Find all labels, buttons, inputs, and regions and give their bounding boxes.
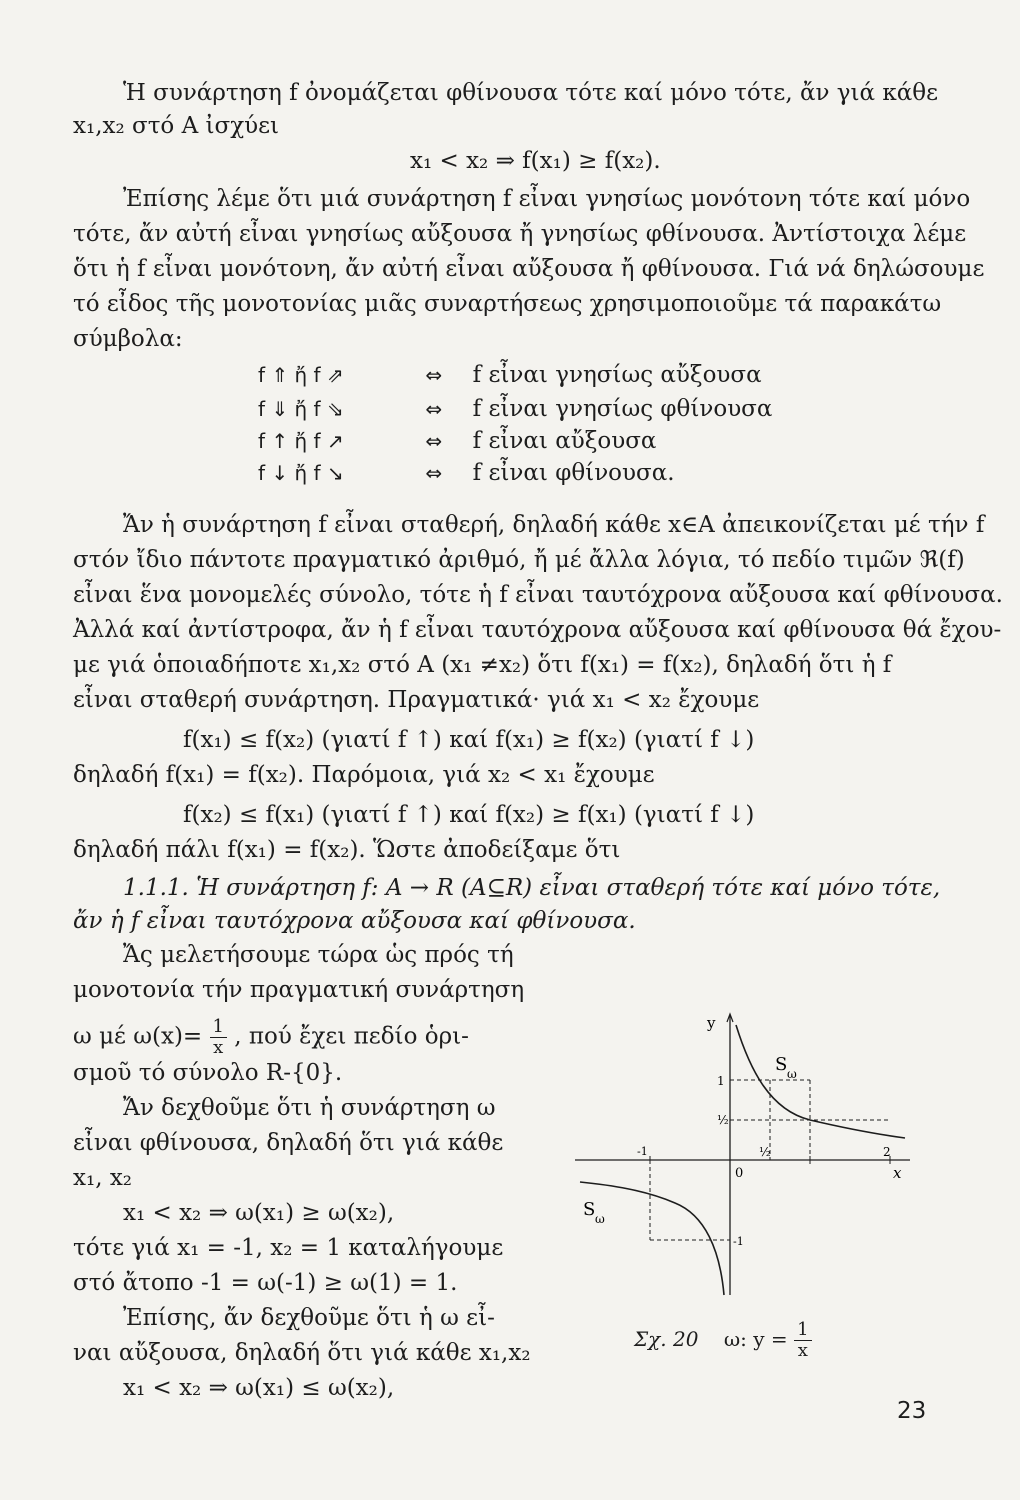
iff-symbol: ⇔	[425, 397, 443, 421]
text-line: Ἐπίσης λέμε ὅτι μιά συνάρτηση f εἶναι γνησίως μονότονη τότε καί μόνο	[123, 186, 971, 212]
iff-symbol: ⇔	[425, 461, 443, 485]
symbol-meaning: f εἶναι γνησίως φθίνουσα	[472, 396, 773, 422]
page-number: 23	[897, 1398, 927, 1424]
symbol-meaning: f εἶναι αὔξουσα	[472, 428, 657, 454]
text-line: εἶναι ἕνα μονομελές σύνολο, τότε ἡ f εἶναι ταυτόχρονα αὔξουσα καί φθίνουσα.	[73, 582, 1003, 608]
math-line: x₁ < x₂ ⇒ ω(x₁) ≤ ω(x₂),	[123, 1375, 395, 1401]
math-line: f(x₂) ≤ f(x₁) (γιατί f ↑) καί f(x₂) ≥ f(x₁) (γιατί f ↓)	[183, 802, 755, 828]
caption-prefix: Σχ. 20	[634, 1326, 699, 1351]
y-axis-label: y	[707, 1014, 716, 1032]
math-line: x₁ < x₂ ⇒ ω(x₁) ≥ ω(x₂),	[123, 1200, 395, 1226]
symbol-left: f ↓ ἤ f ↘	[258, 461, 344, 485]
curve-label-sub: ω	[787, 1067, 797, 1081]
fraction	[210, 1017, 227, 1058]
caption-denominator: x	[797, 1339, 808, 1361]
caption-numerator: 1	[794, 1320, 811, 1341]
text-line: δηλαδή f(x₁) = f(x₂). Παρόμοια, γιά x₂ < x₁ ἔχουμε	[73, 762, 655, 788]
text-line: Ἀλλά καί ἀντίστροφα, ἄν ἡ f εἶναι ταυτόχρονα αὔξουσα καί φθίνουσα θά ἔχου-	[73, 617, 1002, 643]
symbol-left: f ↑ ἤ f ↗	[258, 429, 344, 453]
text-line: τότε γιά x₁ = -1, x₂ = 1 καταλήγουμε	[73, 1235, 504, 1261]
symbol-meaning: f εἶναι γνησίως αὔξουσα	[472, 362, 762, 388]
text-line: Ἄς μελετήσουμε τώρα ὡς πρός τή	[123, 942, 514, 968]
curve-positive-branch	[736, 1025, 905, 1138]
symbol-row	[258, 396, 772, 424]
caption-text: ω: y =	[723, 1326, 788, 1351]
math-line: f(x₁) ≤ f(x₂) (γιατί f ↑) καί f(x₁) ≥ f(x₂) (γιατί f ↓)	[183, 727, 755, 753]
formula-line	[73, 1017, 469, 1058]
text-line: τό εἶδος τῆς μονοτονίας μιᾶς συναρτήσεως χρησιμοποιοῦμε τά παρακάτω	[73, 291, 942, 317]
tick-label-y-half: ½	[717, 1113, 729, 1127]
text-line: εἶναι σταθερή συνάρτηση. Πραγματικά· γιά x₁ < x₂ ἔχουμε	[73, 687, 760, 713]
curve-label-bottom: S	[583, 1199, 596, 1220]
tick-label-x-half: ½	[759, 1145, 771, 1159]
curve-label-sub: ω	[595, 1212, 605, 1226]
symbol-meaning: f εἶναι φθίνουσα.	[472, 460, 675, 486]
iff-symbol: ⇔	[425, 429, 443, 453]
tick-label-y-minus1: -1	[733, 1235, 744, 1248]
tick-label-x-minus1: -1	[637, 1145, 648, 1158]
curve-label-top: S	[775, 1054, 788, 1075]
symbol-row	[258, 428, 656, 456]
x-axis-label: x	[893, 1164, 902, 1182]
text-line: ὅτι ἡ f εἶναι μονότονη, ἄν αὐτή εἶναι αὔξουσα ἤ φθίνουσα. Γιά νά δηλώσουμε	[73, 256, 985, 282]
text-line: x₁, x₂	[73, 1165, 133, 1191]
text-line: x₁,x₂ στό A ἰσχύει	[73, 113, 280, 139]
caption-fraction	[794, 1320, 811, 1361]
text-line: τότε, ἄν αὐτή εἶναι γνησίως αὔξουσα ἤ γνησίως φθίνουσα. Ἀντίστοιχα λέμε	[73, 221, 967, 247]
symbol-row	[258, 362, 762, 390]
text-line: Ἡ συνάρτηση f ὀνομάζεται φθίνουσα τότε καί μόνο τότε, ἄν γιά κάθε	[123, 80, 939, 106]
text-line: δηλαδή πάλι f(x₁) = f(x₂). Ὥστε ἀποδείξαμε ὅτι	[73, 837, 621, 863]
omega-definition-rest: , πού ἔχει πεδίο ὁρι-	[234, 1023, 469, 1050]
figure-caption	[634, 1320, 812, 1361]
text-line: ναι αὔξουσα, δηλαδή ὅτι γιά κάθε x₁,x₂	[73, 1340, 531, 1366]
iff-symbol: ⇔	[425, 363, 443, 387]
fraction-denominator: x	[213, 1036, 224, 1058]
text-line: Ἄν δεχθοῦμε ὅτι ἡ συνάρτηση ω	[123, 1095, 496, 1121]
curve-negative-branch	[580, 1182, 724, 1295]
text-line: στό ἄτοπο -1 = ω(-1) ≥ ω(1) = 1.	[73, 1270, 458, 1296]
theorem-line: ἄν ἡ f εἶναι ταυτόχρονα αὔξουσα καί φθίνουσα.	[73, 908, 636, 934]
symbol-row	[258, 460, 675, 488]
text-line: Ἐπίσης, ἄν δεχθοῦμε ὅτι ἡ ω εἶ-	[123, 1305, 495, 1331]
tick-label-x-2: 2	[883, 1145, 891, 1159]
symbol-left: f ⇑ ἤ f ⇗	[258, 363, 344, 387]
math-line: x₁ < x₂ ⇒ f(x₁) ≥ f(x₂).	[410, 148, 661, 174]
text-line: με γιά ὁποιαδήποτε x₁,x₂ στό A (x₁ ≠x₂) ὅτι f(x₁) = f(x₂), δηλαδή ὅτι ἡ f	[73, 652, 892, 678]
text-line: σύμβολα:	[73, 326, 183, 352]
omega-definition: ω μέ ω(x)=	[73, 1023, 203, 1050]
text-line: Ἄν ἡ συνάρτηση f εἶναι σταθερή, δηλαδή κάθε x∈A ἀπεικονίζεται μέ τήν f	[123, 512, 985, 538]
origin-label: 0	[735, 1166, 744, 1181]
text-line: εἶναι φθίνουσα, δηλαδή ὅτι γιά κάθε	[73, 1130, 504, 1156]
hyperbola-figure	[575, 1010, 915, 1300]
text-line: στόν ἴδιο πάντοτε πραγματικό ἀριθμό, ἤ μέ ἄλλα λόγια, τό πεδίο τιμῶν ℜ(f)	[73, 547, 965, 573]
fraction-numerator: 1	[210, 1017, 227, 1038]
tick-label-y-1: 1	[717, 1074, 725, 1088]
symbol-left: f ⇓ ἤ f ⇘	[258, 397, 344, 421]
text-line: μονοτονία τήν πραγματική συνάρτηση	[73, 977, 525, 1003]
theorem-line: 1.1.1. Ἡ συνάρτηση f: A → R (A⊆R) εἶναι σταθερή τότε καί μόνο τότε,	[123, 875, 941, 901]
text-line: σμοῦ τό σύνολο R-{0}.	[73, 1060, 343, 1086]
